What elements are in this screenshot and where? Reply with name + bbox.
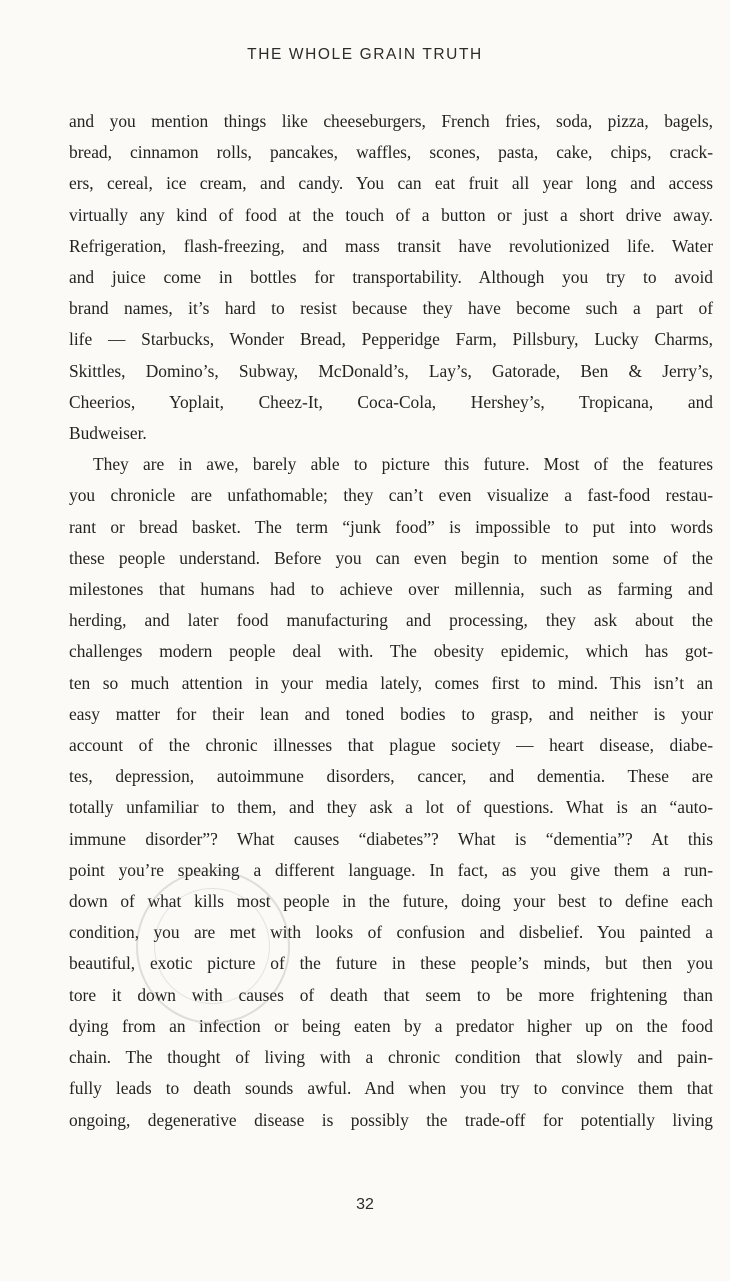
text-line: chain. The thought of living with a chronic condition that slowly and pain- (69, 1047, 713, 1068)
text-line: challenges modern people deal with. The obesity epidemic, which has got- (69, 641, 713, 662)
text-line: and you mention things like cheeseburgers, French fries, soda, pizza, bagels, (69, 111, 713, 131)
text-line: herding, and later food manufacturing and processing, they ask about the (69, 610, 713, 631)
running-header-title: THE WHOLE GRAIN TRUTH (247, 46, 483, 63)
text-line: Refrigeration, flash-freezing, and mass transit have revolutionized life. Water (69, 235, 713, 256)
text-line: these people understand. Before you can even begin to mention some of the (69, 547, 713, 568)
text-line: and juice come in bottles for transportability. Although you try to avoid (69, 267, 713, 288)
text-line: ten so much attention in your media lately, comes first to mind. This isn’t an (69, 672, 713, 693)
text-line: easy matter for their lean and toned bodies to grasp, and neither is your (69, 703, 713, 724)
text-line: beautiful, exotic picture of the future in these people’s minds, but then you (69, 953, 713, 974)
text-line: milestones that humans had to achieve over millennia, such as farming and (69, 579, 713, 600)
page-number: 32 (356, 1196, 374, 1213)
text-line: tes, depression, autoimmune disorders, cancer, and dementia. These are (69, 766, 713, 787)
text-line: condition, you are met with looks of confusion and disbelief. You painted a (69, 922, 713, 943)
text-line: fully leads to death sounds awful. And when you try to convince them that (69, 1078, 713, 1099)
text-line: totally unfamiliar to them, and they ask a lot of questions. What is an “auto- (69, 797, 713, 818)
text-line: They are in awe, barely able to picture this future. Most of the features (93, 454, 713, 475)
text-line: rant or bread basket. The term “junk food” is impossible to put into words (69, 516, 713, 537)
text-line: Budweiser. (69, 423, 147, 444)
text-line: life — Starbucks, Wonder Bread, Pepperidge Farm, Pillsbury, Lucky Charms, (69, 329, 713, 350)
text-line: virtually any kind of food at the touch of a button or just a short drive away. (69, 204, 713, 225)
text-line: Skittles, Domino’s, Subway, McDonald’s, Lay’s, Gatorade, Ben & Jerry’s, (69, 360, 713, 381)
text-line: account of the chronic illnesses that plague society — heart disease, diabe- (69, 735, 713, 756)
text-line: point you’re speaking a different language. In fact, as you give them a run- (69, 859, 713, 880)
text-line: immune disorder”? What causes “diabetes”? What is “dementia”? At this (69, 828, 713, 849)
text-line: Cheerios, Yoplait, Cheez-It, Coca-Cola, Hershey’s, Tropicana, and (69, 391, 713, 412)
paragraph (69, 106, 713, 449)
body-text (69, 106, 713, 1136)
text-line: brand names, it’s hard to resist because they have become such a part of (69, 298, 713, 319)
text-line: ers, cereal, ice cream, and candy. You can eat fruit all year long and access (69, 173, 713, 194)
text-line: down of what kills most people in the future, doing your best to define each (69, 891, 713, 912)
text-line: ongoing, degenerative disease is possibly the trade-off for potentially living (69, 1109, 713, 1130)
paragraph (69, 449, 713, 1135)
text-line: bread, cinnamon rolls, pancakes, waffles, scones, pasta, cake, chips, crack- (69, 142, 713, 163)
text-line: you chronicle are unfathomable; they can’t even visualize a fast-food restau- (69, 485, 713, 506)
text-line: tore it down with causes of death that seem to be more frightening than (69, 984, 713, 1005)
text-line: dying from an infection or being eaten by a predator higher up on the food (69, 1015, 713, 1036)
